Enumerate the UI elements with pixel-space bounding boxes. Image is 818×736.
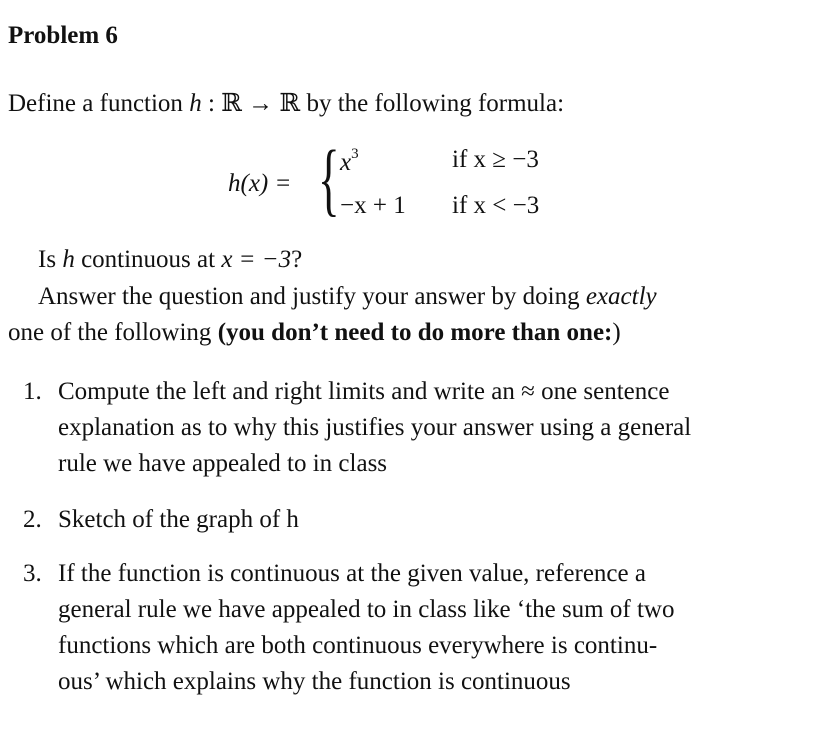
question-math: x = −3: [221, 246, 292, 273]
intro-codomain: ℝ: [279, 90, 301, 117]
left-brace: {: [318, 133, 340, 224]
option-3-number: 3.: [23, 560, 42, 587]
option-3-line-1: If the function is continuous at the given value, reference a: [58, 560, 646, 587]
case2-expression: −x + 1: [340, 192, 406, 219]
intro-arrow: →: [241, 90, 280, 117]
instruction-line-1: [38, 283, 657, 311]
intro-line: [8, 88, 564, 118]
option-2-number: 2.: [23, 506, 42, 533]
question-end: ?: [291, 246, 303, 273]
option-3-line-3: functions which are both continuous everywhere is continu-: [58, 632, 658, 659]
intro-domain: ℝ: [221, 90, 242, 117]
piecewise-lhs: h(x) =: [228, 170, 292, 197]
option-1-line-3: rule we have appealed to in class: [58, 450, 388, 477]
intro-prefix: Define a function: [8, 90, 190, 117]
option-1-number: 1.: [23, 378, 42, 405]
instruction-text: Answer the question and justify your answer by doing: [38, 283, 586, 310]
option-3-line-2: general rule we have appealed to in class like ‘the sum of two: [58, 596, 675, 623]
instruction-end: ): [612, 319, 621, 346]
option-3-line-4: ous’ which explains why the function is continuous: [58, 668, 571, 695]
case1-condition: if x ≥ −3: [452, 146, 539, 173]
intro-colon: :: [201, 90, 222, 117]
question-line: [38, 246, 302, 274]
option-2-line-1: Sketch of the graph of h: [58, 506, 299, 533]
instruction-text-2: one of the following: [8, 319, 218, 346]
problem-title: Problem 6: [8, 22, 118, 49]
instruction-emphasis: exactly: [585, 283, 657, 310]
case1-exponent: 3: [351, 146, 359, 162]
case2-condition: if x < −3: [452, 192, 540, 219]
instruction-bold: (you don’t need to do more than one:: [217, 319, 613, 346]
option-1-line-1: Compute the left and right limits and write an ≈ one sentence: [58, 378, 670, 405]
question-prefix: Is: [38, 246, 63, 273]
question-h: h: [62, 246, 75, 273]
question-mid: continuous at: [74, 246, 222, 273]
intro-h: h: [189, 90, 202, 117]
option-1-line-2: explanation as to why this justifies your answer using a general: [58, 414, 692, 441]
case1-expression: [340, 146, 359, 177]
intro-suffix: by the following formula:: [300, 90, 565, 117]
instruction-line-2: [8, 319, 621, 347]
case1-base: x: [340, 149, 352, 176]
